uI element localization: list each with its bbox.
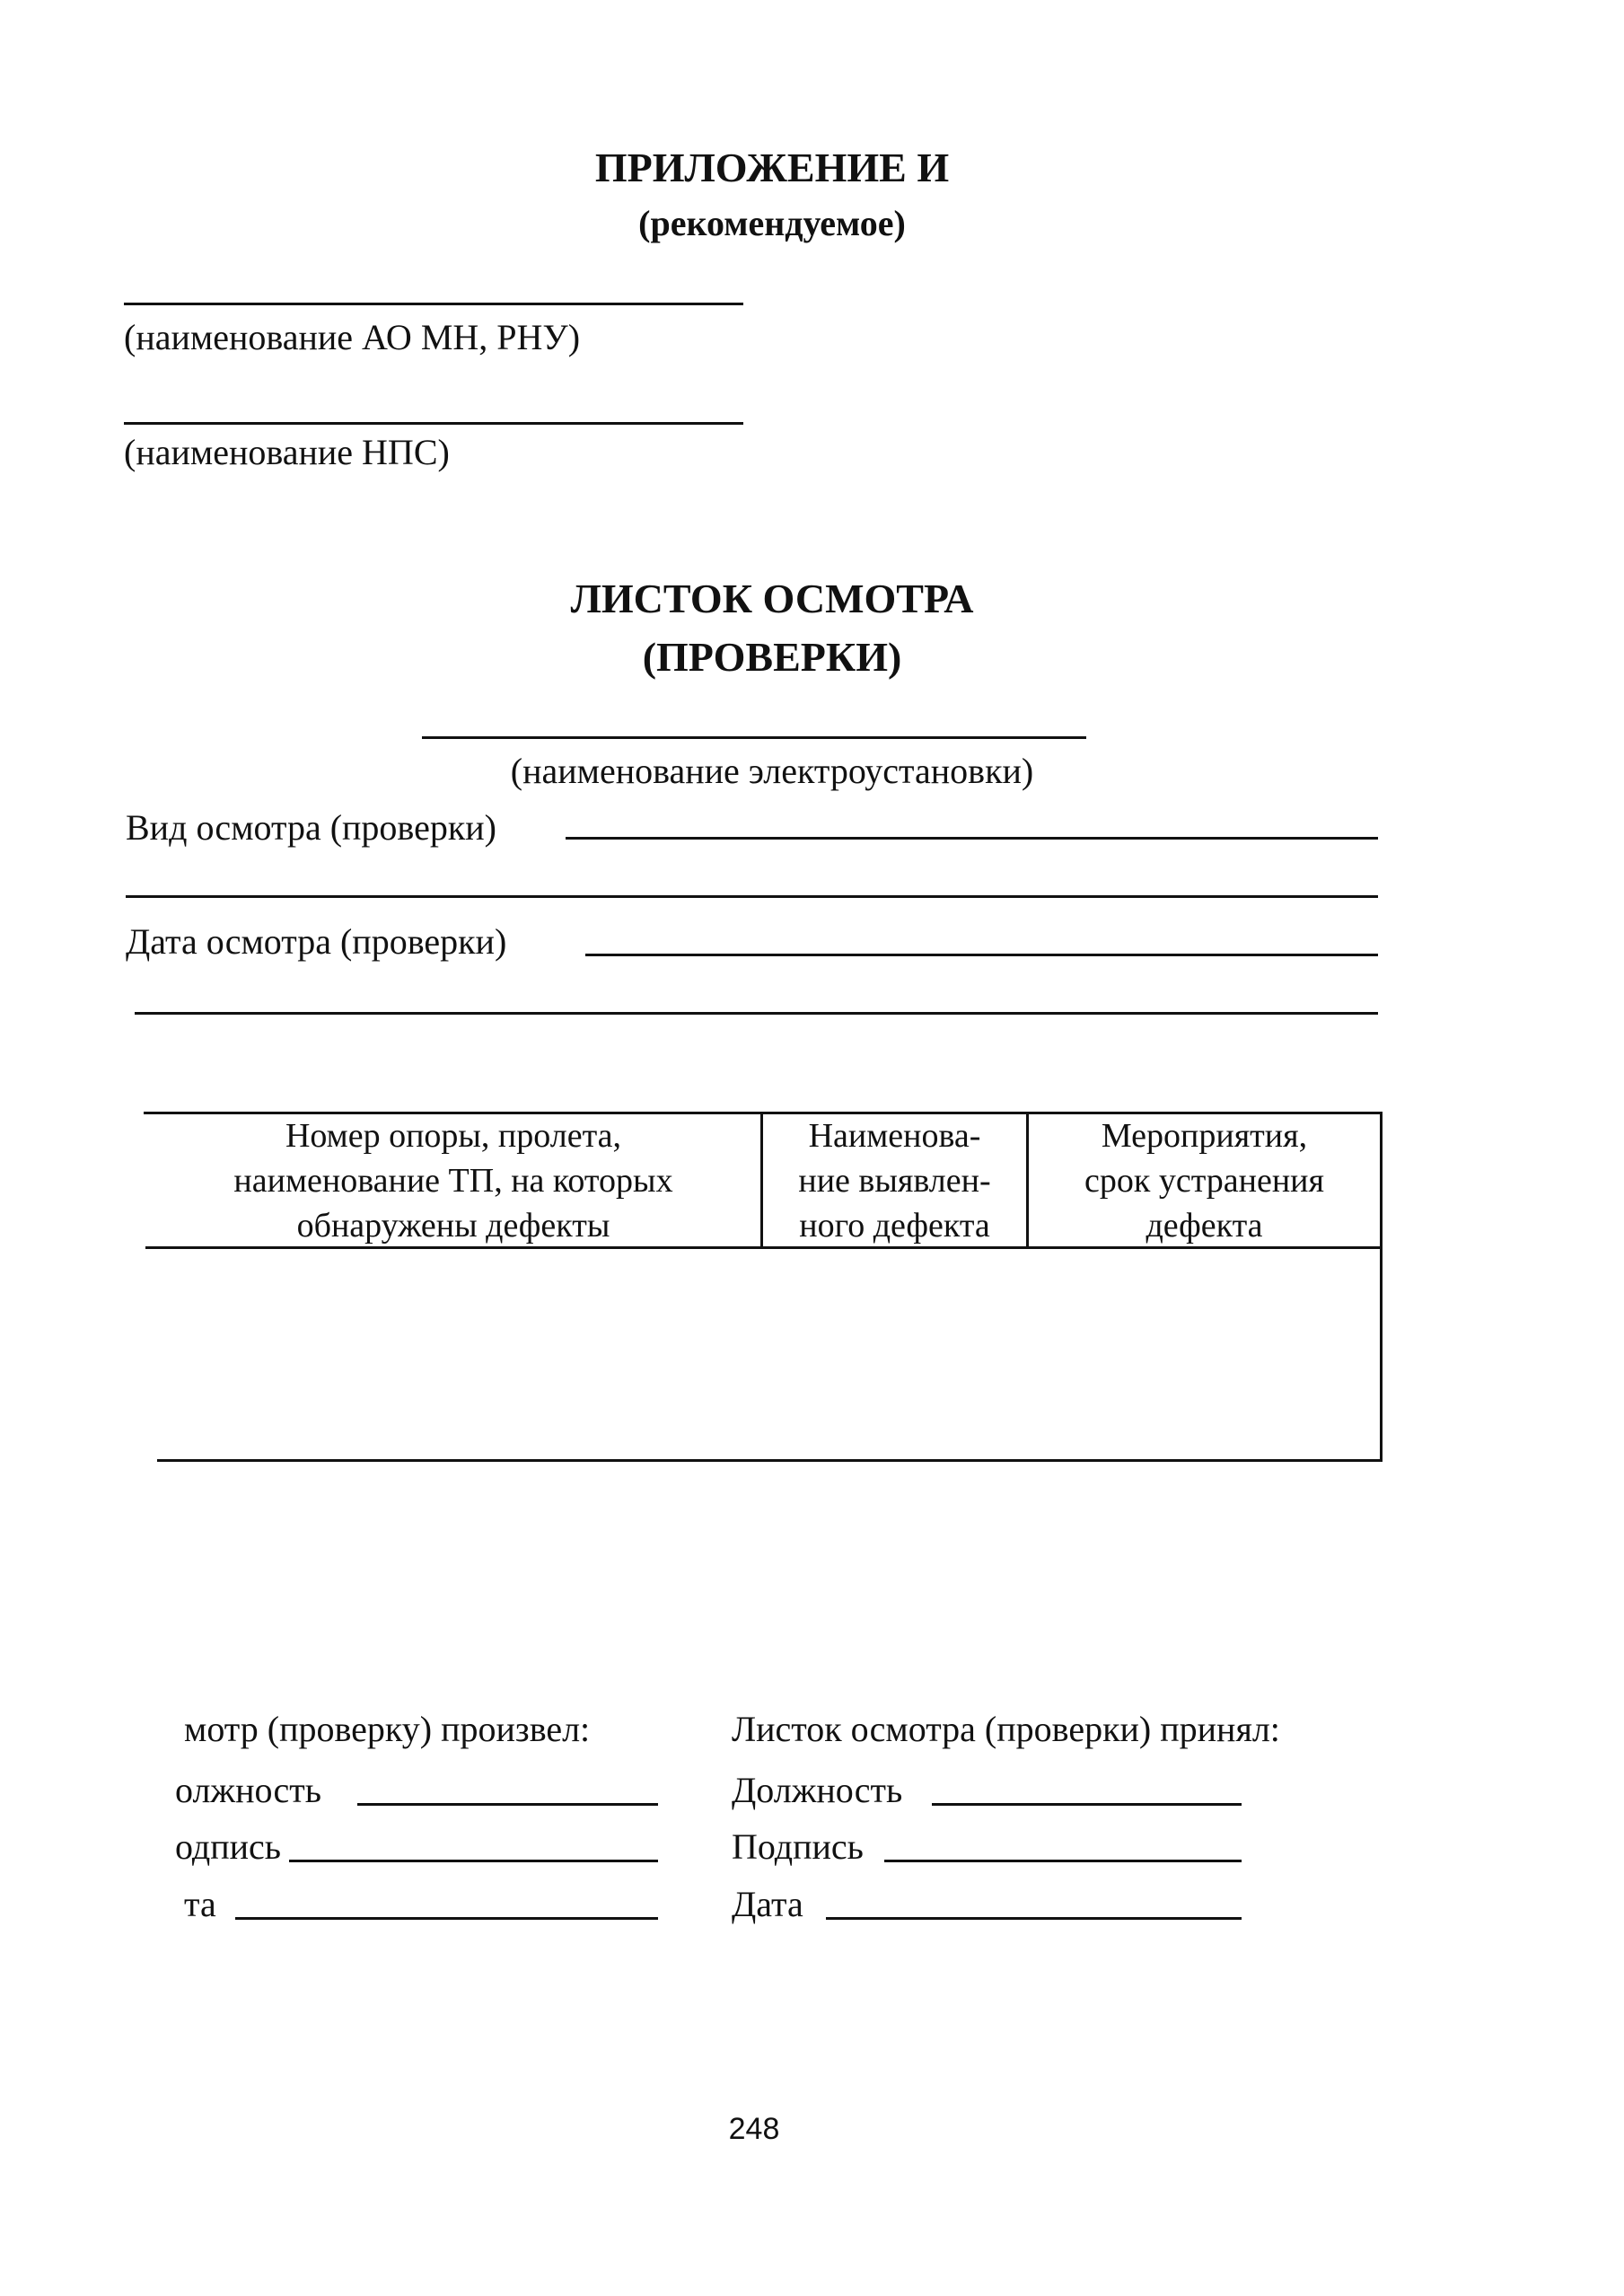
inspector-position-line[interactable] bbox=[357, 1803, 658, 1806]
table-bottom-border bbox=[157, 1459, 1383, 1462]
table-header-measures: Мероприятия, срок устранения дефекта bbox=[1084, 1117, 1324, 1245]
inspector-date-line[interactable] bbox=[235, 1917, 658, 1920]
receiver-signature-label: Подпись bbox=[732, 1826, 864, 1867]
page-number: 248 bbox=[728, 2112, 780, 2146]
receiver-position-label: Должность bbox=[732, 1770, 903, 1810]
inspection-type-line[interactable] bbox=[566, 837, 1378, 840]
receiver-date-line[interactable] bbox=[826, 1917, 1242, 1920]
installation-name-caption: (наименование электроустановки) bbox=[510, 751, 1034, 791]
installation-name-line bbox=[422, 736, 1086, 739]
table-body-empty-row[interactable] bbox=[157, 1250, 1378, 1458]
appendix-subtitle: (рекомендуемое) bbox=[638, 203, 906, 243]
appendix-title: ПРИЛОЖЕНИЕ И bbox=[594, 145, 950, 190]
receiver-signature-line[interactable] bbox=[884, 1860, 1242, 1862]
inspector-position-label: олжность bbox=[175, 1770, 321, 1810]
table-right-border bbox=[1380, 1112, 1383, 1462]
inspection-date-line-2[interactable] bbox=[135, 1012, 1378, 1015]
inspector-signature-line[interactable] bbox=[289, 1860, 658, 1862]
inspector-signature-label: одпись bbox=[175, 1826, 282, 1867]
inspector-date-label: та bbox=[184, 1884, 216, 1924]
inspector-heading: мотр (проверку) произвел: bbox=[184, 1709, 591, 1749]
inspection-type-label: Вид осмотра (проверки) bbox=[126, 807, 496, 848]
form-title-line2: (ПРОВЕРКИ) bbox=[642, 634, 902, 680]
table-header-defect-name: Наименова- ние выявлен- ного дефекта bbox=[798, 1117, 991, 1245]
receiver-position-line[interactable] bbox=[932, 1803, 1242, 1806]
station-name-line bbox=[124, 422, 743, 425]
receiver-date-label: Дата bbox=[732, 1884, 803, 1924]
company-name-caption: (наименование АО МН, РНУ) bbox=[124, 317, 581, 357]
inspection-date-line[interactable] bbox=[585, 954, 1378, 956]
table-header-location: Номер опоры, пролета, наименование ТП, на которых обнаружены дефекты bbox=[233, 1117, 673, 1245]
company-name-line bbox=[124, 303, 743, 305]
form-title-line1: ЛИСТОК ОСМОТРА bbox=[570, 576, 974, 621]
inspection-type-line-2[interactable] bbox=[126, 895, 1378, 898]
receiver-heading: Листок осмотра (проверки) принял: bbox=[732, 1709, 1280, 1749]
inspection-date-label: Дата осмотра (проверки) bbox=[126, 921, 507, 962]
station-name-caption: (наименование НПС) bbox=[124, 432, 450, 472]
